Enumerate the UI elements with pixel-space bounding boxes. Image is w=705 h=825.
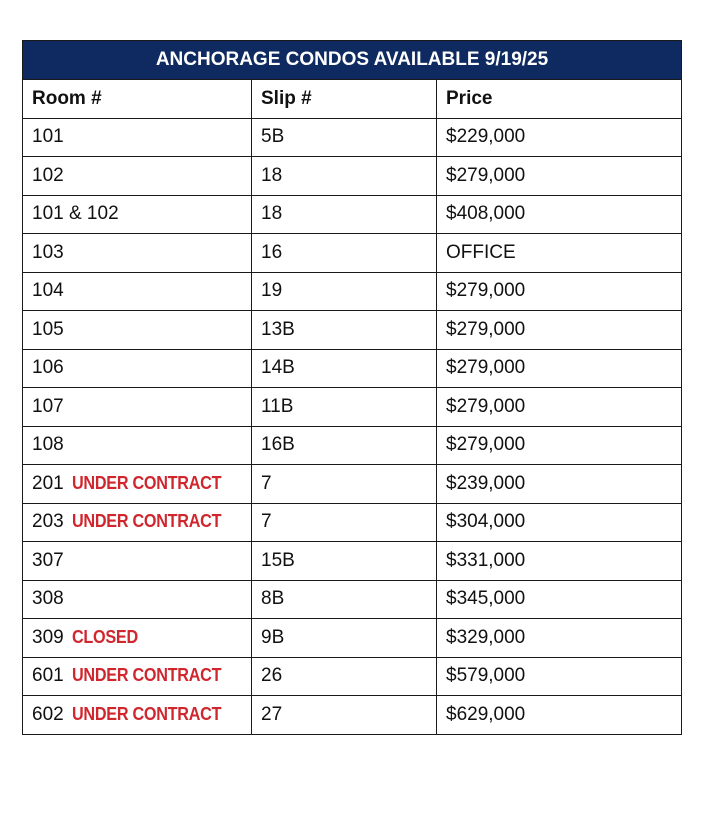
table-row [23, 580, 682, 619]
slip-cell: 5B [252, 118, 437, 157]
price-cell: $331,000 [437, 542, 682, 581]
table-row [23, 465, 682, 504]
room-cell [23, 195, 252, 234]
table-body [23, 80, 682, 735]
room-number: 107 [32, 395, 64, 417]
table-row [23, 503, 682, 542]
table-row [23, 388, 682, 427]
price-cell: $279,000 [437, 311, 682, 350]
table-row [23, 311, 682, 350]
room-number: 601 [32, 665, 64, 687]
price-cell: $279,000 [437, 157, 682, 196]
table-row [23, 426, 682, 465]
room-number: 307 [32, 549, 64, 571]
room-number: 203 [32, 511, 64, 533]
price-cell: $629,000 [437, 696, 682, 735]
room-cell [23, 465, 252, 504]
room-cell [23, 619, 252, 658]
room-cell [23, 388, 252, 427]
column-header-price: Price [437, 80, 682, 119]
room-cell [23, 349, 252, 388]
table-row [23, 234, 682, 273]
table-title: ANCHORAGE CONDOS AVAILABLE 9/19/25 [23, 41, 682, 80]
room-cell [23, 657, 252, 696]
column-header-row [23, 80, 682, 119]
room-cell [23, 696, 252, 735]
status-badge: UNDER CONTRACT [71, 511, 221, 532]
table-row [23, 619, 682, 658]
slip-cell: 15B [252, 542, 437, 581]
price-cell: $279,000 [437, 388, 682, 427]
slip-cell: 16B [252, 426, 437, 465]
table-row [23, 349, 682, 388]
price-cell: $579,000 [437, 657, 682, 696]
room-cell [23, 272, 252, 311]
table-row [23, 157, 682, 196]
room-cell [23, 426, 252, 465]
table-row [23, 696, 682, 735]
status-badge: UNDER CONTRACT [71, 703, 221, 724]
slip-cell: 19 [252, 272, 437, 311]
price-cell: $304,000 [437, 503, 682, 542]
room-cell [23, 234, 252, 273]
slip-cell: 11B [252, 388, 437, 427]
room-cell [23, 542, 252, 581]
room-number: 602 [32, 703, 64, 725]
price-cell: $408,000 [437, 195, 682, 234]
room-number: 104 [32, 280, 64, 302]
slip-cell: 18 [252, 195, 437, 234]
slip-cell: 14B [252, 349, 437, 388]
room-number: 105 [32, 318, 64, 340]
room-cell [23, 157, 252, 196]
slip-cell: 16 [252, 234, 437, 273]
slip-cell: 7 [252, 503, 437, 542]
room-cell [23, 580, 252, 619]
price-cell: $279,000 [437, 272, 682, 311]
room-number: 309 [32, 626, 64, 648]
slip-cell: 8B [252, 580, 437, 619]
table-row [23, 195, 682, 234]
slip-cell: 18 [252, 157, 437, 196]
status-badge: UNDER CONTRACT [71, 472, 221, 493]
room-number: 308 [32, 588, 64, 610]
room-number: 101 [32, 126, 64, 148]
status-badge: UNDER CONTRACT [71, 665, 221, 686]
room-cell [23, 311, 252, 350]
price-cell: $229,000 [437, 118, 682, 157]
room-number: 101 & 102 [32, 203, 119, 225]
table-row [23, 118, 682, 157]
price-cell: OFFICE [437, 234, 682, 273]
room-number: 106 [32, 357, 64, 379]
price-cell: $239,000 [437, 465, 682, 504]
room-cell [23, 118, 252, 157]
price-cell: $345,000 [437, 580, 682, 619]
slip-cell: 27 [252, 696, 437, 735]
room-cell [23, 503, 252, 542]
column-header-room: Room # [23, 80, 252, 119]
price-cell: $279,000 [437, 349, 682, 388]
price-cell: $329,000 [437, 619, 682, 658]
column-header-slip: Slip # [252, 80, 437, 119]
price-cell: $279,000 [437, 426, 682, 465]
slip-cell: 13B [252, 311, 437, 350]
room-number: 103 [32, 241, 64, 263]
slip-cell: 7 [252, 465, 437, 504]
slip-cell: 26 [252, 657, 437, 696]
table-row [23, 657, 682, 696]
table-row [23, 272, 682, 311]
room-number: 102 [32, 164, 64, 186]
status-badge: CLOSED [71, 626, 138, 647]
room-number: 201 [32, 472, 64, 494]
slip-cell: 9B [252, 619, 437, 658]
room-number: 108 [32, 434, 64, 456]
table-row [23, 542, 682, 581]
condo-listing-table [22, 40, 682, 735]
